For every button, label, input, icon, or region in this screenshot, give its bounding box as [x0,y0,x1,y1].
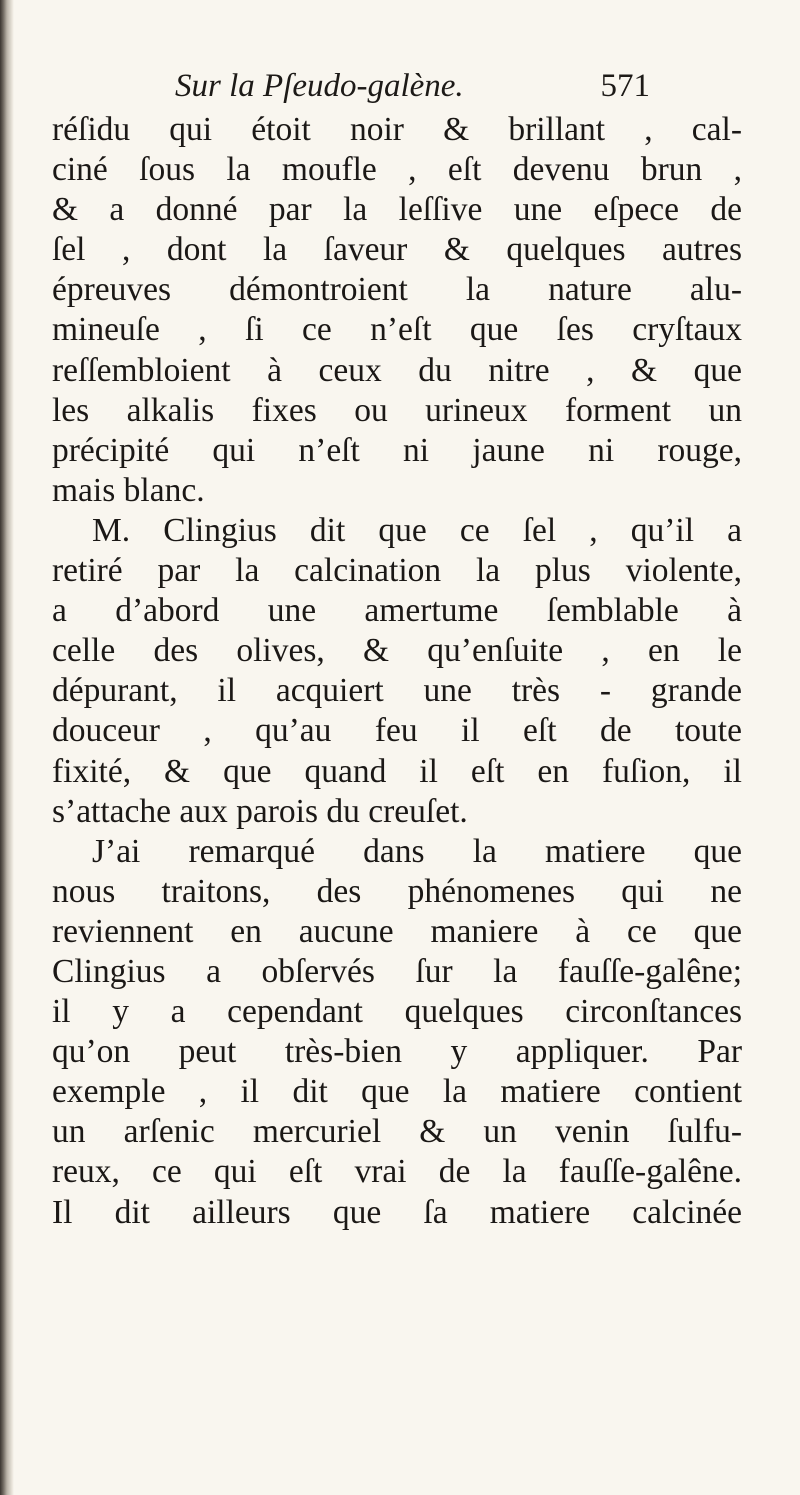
text-line: celle des olives, & qu’enſuite , en le [52,632,742,670]
text-line: réſidu qui étoit noir & brillant , cal- [52,111,742,148]
text-line: reſſembloient à ceux du nitre , & que [52,351,742,389]
text-line: s’attache aux parois du creuſet. [52,792,468,830]
text-line: & a donné par la leſſive une eſpece de [52,191,742,229]
text-line: mais blanc. [52,471,205,509]
page-header [175,68,650,112]
text-line: retiré par la calcination la plus violente, [52,552,742,590]
text-line: ſel , dont la ſaveur & quelques autres [52,231,742,269]
running-title: Sur la Pſeudo-galène. [175,68,464,104]
text-line: M. Clingius dit que ce ſel , qu’il a [92,511,742,549]
text-line: exemple , il dit que la matiere contient [52,1073,742,1111]
text-line: J’ai remarqué dans la matiere que [92,832,742,870]
text-line: Il dit ailleurs que ſa matiere calcinée [52,1193,742,1231]
text-line: épreuves démontroient la nature alu- [52,271,742,309]
text-line: douceur , qu’au feu il eſt de toute [52,712,742,750]
binding-gutter [0,0,14,1495]
body-text [52,110,742,1233]
text-line: il y a cependant quelques circonſtances [52,993,742,1031]
text-line: ciné ſous la moufle , eſt devenu brun , [52,151,742,189]
text-line: les alkalis fixes ou urineux forment un [52,391,742,429]
page-number: 571 [600,68,650,104]
text-line: reviennent en aucune maniere à ce que [52,912,742,950]
text-line: Clingius a obſervés ſur la fauſſe-galêne; [52,952,742,990]
text-line: mineuſe , ſi ce n’eſt que ſes cryſtaux [52,311,742,349]
text-line: un arſenic mercuriel & un venin ſulfu- [52,1113,742,1151]
text-line: fixité, & que quand il eſt en fuſion, il [52,752,742,790]
text-line: précipité qui n’eſt ni jaune ni rouge, [52,431,742,469]
text-line: dépurant, il acquiert une très - grande [52,672,742,710]
text-line: nous traitons, des phénomenes qui ne [52,872,742,910]
text-line: a d’abord une amertume ſemblable à [52,592,742,630]
text-line: qu’on peut très-bien y appliquer. Par [52,1033,742,1071]
text-line: reux, ce qui eſt vrai de la fauſſe-galêne. [52,1153,742,1191]
